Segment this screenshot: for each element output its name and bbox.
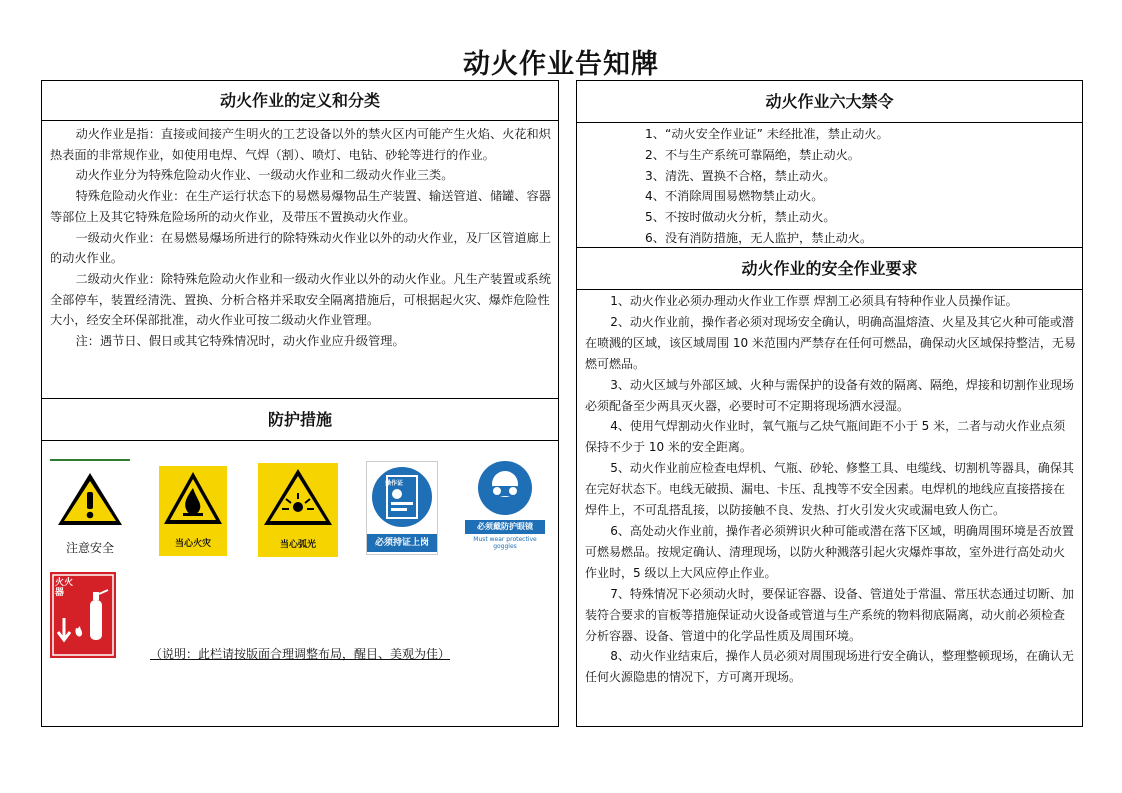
fire-extinguisher-sign [50, 572, 116, 658]
requirement-item: 5、动火作业前应检查电焊机、气瓶、砂轮、修整工具、电缆线、切割机等器具，确保其在完好状态下。电线无破损、漏电、卡压、乱拽等不安全因素。电焊机的地线应直接搭接在焊件上，不可乱搭乱接，以防接触不良、发热、打火引发火灾或漏电致人伤亡。 [585, 461, 1074, 518]
protection-heading: 防护措施 [42, 399, 558, 441]
goggles-icon [465, 458, 545, 520]
definition-paragraph: 注：遇节日、假日或其它特殊情况时，动火作业应升级管理。 [75, 334, 405, 349]
requirement-item: 1、动火作业必须办理动火作业工作票 焊割工必须具有特种作业人员操作证。 [610, 294, 1018, 308]
requirement-item: 3、动火区域与外部区域、火种与需保护的设备有效的隔离、隔绝，焊接和切割作业现场必须配备至少两具灭火器，必要时可不定期将现场洒水浸湿。 [585, 377, 1074, 413]
ban-item: 3、清洗、置换不合格，禁止动火。 [645, 168, 836, 183]
sign-caption: 注意安全 [65, 541, 114, 555]
definition-heading: 动火作业的定义和分类 [42, 81, 558, 121]
layout-note: （说明：此栏请按版面合理调整布局，醒目、美观为佳） [150, 647, 451, 661]
ban-item: 2、不与生产系统可靠隔绝，禁止动火。 [645, 147, 860, 162]
bans-list [577, 123, 1082, 249]
bans-section [576, 80, 1083, 248]
definition-paragraph: 二级动火作业：除特殊危险动火作业和一级动火作业以外的动火作业。凡生产装置或系统全部停车，装置经清洗、置换、分析合格并采取安全隔离措施后，可根据起火灾、爆炸危险性大小，经安全环保部批准，动火作业可按二级动火作业管理。 [50, 271, 551, 328]
ban-item: 6、没有消防措施，无人监护，禁止动火。 [645, 230, 873, 245]
definition-paragraph: 一级动火作业：在易燃易爆场所进行的除特殊动火作业以外的动火作业，及厂区管道廊上的动火作业。 [50, 230, 551, 266]
bans-heading: 动火作业六大禁令 [577, 81, 1082, 123]
arc-warning-sign [258, 463, 338, 557]
sign-caption-minor: 操作证 [384, 480, 403, 487]
sign-caption-minor: Must wear protective goggles [473, 536, 537, 550]
requirement-item: 4、使用气焊割动火作业时，氧气瓶与乙炔气瓶间距不小于 5 米，二者与动火作业点须保持不少于 10 米的安全距离。 [585, 419, 1066, 455]
definition-text [42, 121, 558, 352]
sign-caption: 火火器 [55, 578, 74, 598]
requirement-item: 2、动火作业前，操作者必须对现场安全确认，明确高温熔渣、火星及其它火种可能或潜在喷溅的区域，该区域周围 10 米范围内严禁存在任何可燃品，确保动火区域保持整洁，无易燃可燃品。 [585, 314, 1076, 371]
ban-item: 4、不消除周围易燃物禁止动火。 [645, 189, 824, 204]
goggles-mandatory-sign [465, 458, 545, 554]
requirement-item: 8、动火作业结束后，操作人员必须对周围现场进行安全确认，整理整顿现场，在确认无任何火源隐患的情况下，方可离开现场。 [585, 649, 1074, 685]
flame-icon [159, 466, 227, 536]
definition-paragraph: 特殊危险动火作业：在生产运行状态下的易燃易爆物品生产装置、输送管道、储罐、容器等部位上及其它特殊危险场所的动火作业，及带压不置换动火作业。 [50, 189, 551, 224]
fire-warning-sign [159, 466, 227, 556]
ban-item: 1、“动火安全作业证” 未经批准，禁止动火。 [645, 127, 889, 141]
sign-caption: 必须持证上岗 [367, 534, 437, 552]
definition-section [41, 80, 559, 399]
ban-item: 5、不按时做动火分析，禁止动火。 [645, 210, 836, 225]
sign-caption: 当心弧光 [279, 540, 316, 550]
permit-card-icon [367, 462, 437, 532]
arc-light-icon [258, 463, 338, 535]
warning-exclamation-icon [50, 461, 130, 531]
requirements-section [576, 247, 1083, 727]
definition-paragraph: 动火作业是指：直接或间接产生明火的工艺设备以外的禁火区内可能产生火焰、火花和炽热表面的非常规作业，如使用电焊、气焊（割）、喷灯、电钻、砂轮等进行的作业。 [50, 127, 551, 162]
caution-sign [50, 459, 130, 559]
sign-caption: 当心火灾 [159, 536, 227, 549]
definition-paragraph: 动火作业分为特殊危险动火作业、一级动火作业和二级动火作业三类。 [75, 168, 454, 183]
requirement-item: 7、特殊情况下必须动火时，要保证容器、设备、管道处于常温、常压状态通过切断、加装符合要求的盲板等措施保证动火设备或管道与生产系统的物料彻底隔离，动火前必须检查分析容器、设备、管道中的化学品性质及周围环境。 [585, 586, 1074, 643]
sign-caption: 必须戴防护眼镜 [465, 520, 545, 534]
requirements-text [577, 290, 1082, 688]
permit-mandatory-sign [366, 461, 438, 555]
requirement-item: 6、高处动火作业前，操作者必须辨识火种可能或潜在落下区域，明确周围环境是否放置可燃易燃品。按规定确认、清理现场，以防火种溅落引起火灾爆炸事故，室外进行高处动火作业时，5 级以上大风应停止作业。 [585, 523, 1074, 580]
page-title: 动火作业告知牌 [463, 49, 659, 80]
protection-section [41, 398, 559, 727]
requirements-heading: 动火作业的安全作业要求 [577, 248, 1082, 290]
